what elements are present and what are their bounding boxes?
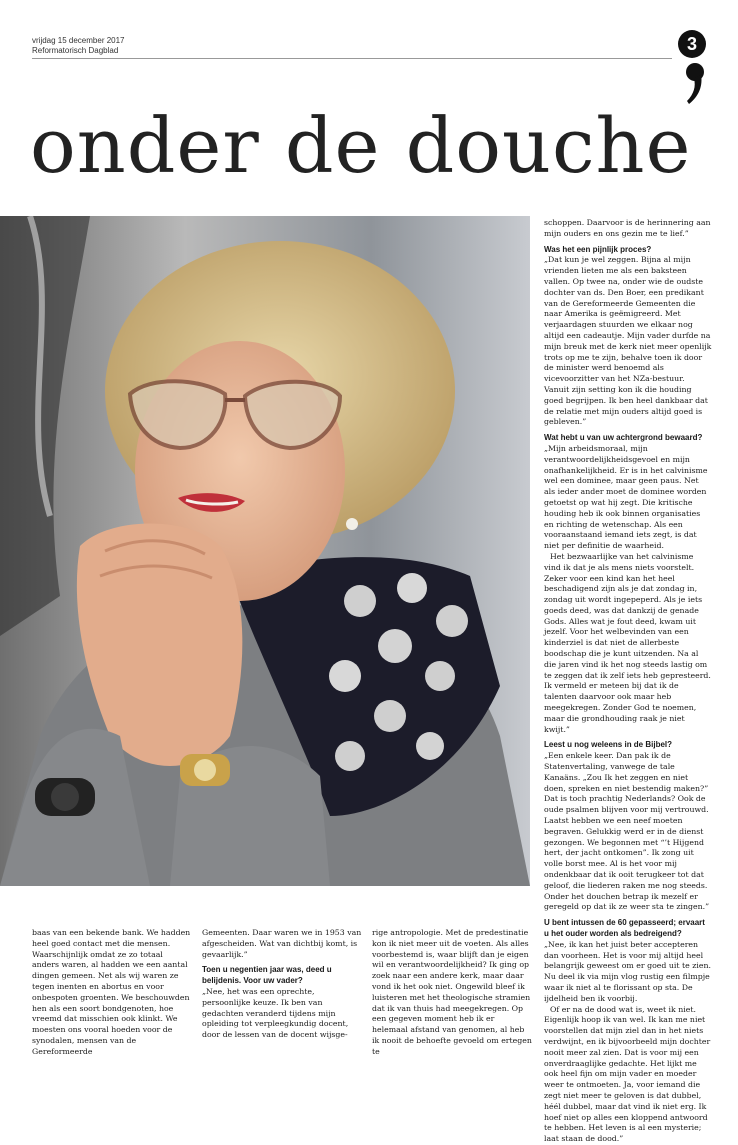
paragraph: schoppen. Daarvoor is de herinnering aan mijn ouders en ons gezin me te lief.”: [544, 218, 711, 238]
paragraph: Of er na de dood wat is, weet ik niet. Eigenlijk hoop ik van wel. Ik kan me niet voorstellen dat mijn ziel dan in het niets verdwijnt, en ik bijvoorbeeld mijn dochter nooit meer zal zien. Dat is voor mij een onverdraaglijke gedachte. Het lijkt me ook heel fijn om mijn vader en moeder weer te ontmoeten. Ja, voor iemand die zegt niet meer te geloven is dat dubbel, héél dubbel, maar dat vind ik niet erg. Ik hoef niet op alles een kloppend antwoord te hebben. Het leven is al een mysterie; laat staan de dood.”: [544, 1004, 711, 1144]
paragraph: Gemeenten. Daar waren we in 1953 van afgescheiden. Wat van dichtbij komt, is gevaarlijk.”: [202, 928, 362, 959]
publication-name: Reformatorisch Dagblad: [32, 46, 119, 55]
question-heading: Leest u nog weleens in de Bijbel?: [544, 740, 673, 750]
paragraph: baas van een bekende bank. We hadden heel goed contact met die mensen. Waarschijnlijk omdat ze zo totaal anders waren, al hadden we een aantal dingen gemeen. Net als wij waren ze tegen inenten en abortus en voor onbespoten groenten. We beschouwden hen als een soort bondgenoten, hoe vreemd dat misschien ook klinkt. We moesten ons vooral hoeden voor de synodalen, mensen van de Gereformeerde: [32, 928, 191, 1056]
paragraph: „Nee, ik kan het juist beter accepteren dan voorheen. Het is voor mij altijd heel belangrijk geweest om er goed uit te zien. Nu deel ik via mijn vlog rustig een filmpje waar ik niet al te florissant op sta. De ijdelheid ben ik voorbij.: [544, 939, 711, 1003]
headline: onder de douche: [30, 101, 692, 190]
bottom-column-2: [202, 928, 362, 1041]
page-number-badge: 3: [678, 30, 706, 58]
paragraph: „Mijn arbeidsmoraal, mijn verantwoordelijkheidsgevoel en mijn onafhankelijkheid. Er is in het calvinisme wel een dominee, maar geen paus. Net als ieder ander moet de dominee worden getoetst op wat hij zegt. Die kritische houding heb ik ook binnen organisaties en richting de wetenschap. Als een vooraanstaand iemand iets zegt, is dat niet per definitie de waarheid.: [544, 443, 708, 551]
header-rule: [32, 58, 672, 59]
paragraph: Het bezwaarlijke van het calvinisme vind ik dat je als mens niets voorstelt. Zeker voor een kind kan het heel beschadigend zijn als je dat zondag in, zondag uit wordt ingepeperd. Als je iets goeds deed, was dat dankzij de genade Gods. Alles wat je fout deed, kwam uit jezelf. Voor het welbevinden van een kinderziel is dat niet de allerbeste boodschap die je kunt uitzenden. Na al die jaren vind ik het nog steeds lastig om te zeggen dat ik zelf iets heb gepresteerd. Ik vermeld er meteen bij dat ik de talenten daarvoor ook maar heb meegekregen. Zonder God te noemen, maar die grondhouding raak je niet kwijt.”: [544, 551, 711, 734]
paragraph: „Nee, het was een oprechte, persoonlijke keuze. Ik ben van gedachten veranderd tijdens mijn opleiding tot verpleegkundig docent, door de lessen van de docent wijsge-: [202, 986, 349, 1040]
paragraph: rige antropologie. Met de predestinatie kon ik niet meer uit de voeten. Als alles voorbestemd is, waar blijft dan je eigen wil en verantwoordelijkheid? Ik ging op zoek naar een andere kerk, maar daar vond ik het ook niet. Ongewild bleef ik luisteren met het theologische stramien dat ik van thuis had meegekregen. Op een gegeven moment heb ik er helemaal afstand van genomen, al heb ik nooit de behoefte gevoeld om ertegen te: [372, 928, 532, 1056]
bottom-column-3: [372, 928, 532, 1058]
paragraph: „Dat kun je wel zeggen. Bijna al mijn vrienden lieten me als een baksteen vallen. Op twee na, onder wie de oudste dochter van ds. Den Boer, een predikant van de Gereformeerde Gemeenten die naar Amerika is geëmigreerd. Met verjaardagen stuurden we elkaar nog altijd een cadeautje. Mijn vader durfde na mijn breuk met de kerk niet meer openlijk trots op me te zijn, behalve toen ik door de minister werd benoemd als vicevoorzitter van het NZa-bestuur. Vanuit zijn setting kon ik die houding goed begrijpen. Ik ben heel dankbaar dat de relatie met mijn ouders altijd goed is gebleven.”: [544, 255, 712, 427]
paragraph: „Een enkele keer. Dan pak ik de Statenvertaling, vanwege de tale Kanaäns. „Zou Ik het zeggen en niet doen, spreken en niet bestendig maken?” Dat is toch prachtig Nederlands? Ook de oude psalmen blijven voor mij vertrouwd. Laatst hebben we een neef moeten begraven. Gelukkig werd er in de dienst gezongen. We begonnen met “’t Hijgend hert, der jacht ontkomen”. Ik zong uit volle borst mee. Al is het voor mij ondenkbaar dat ik ooit terugkeer tot dat geloof, die liederen raken me nog steeds. Onder het douchen betrap ik mezelf er geregeld op dat ik ze weer sta te zingen.”: [544, 751, 710, 912]
portrait-illustration: [0, 216, 530, 886]
question-heading: Toen u negentien jaar was, deed u belijdenis. Voor uw vader?: [202, 965, 332, 986]
question-heading: Wat hebt u van uw achtergrond bewaard?: [544, 433, 703, 443]
bottom-column-1: [32, 928, 192, 1058]
right-column-text: [544, 218, 712, 1145]
issue-date: vrijdag 15 december 2017: [32, 36, 125, 45]
portrait-photo: [0, 216, 530, 886]
question-heading: Was het een pijnlijk proces?: [544, 244, 652, 254]
question-heading: U bent intussen de 60 gepasseerd; ervaart u het ouder worden als bedreigend?: [544, 918, 705, 938]
page-meta: [32, 36, 672, 56]
